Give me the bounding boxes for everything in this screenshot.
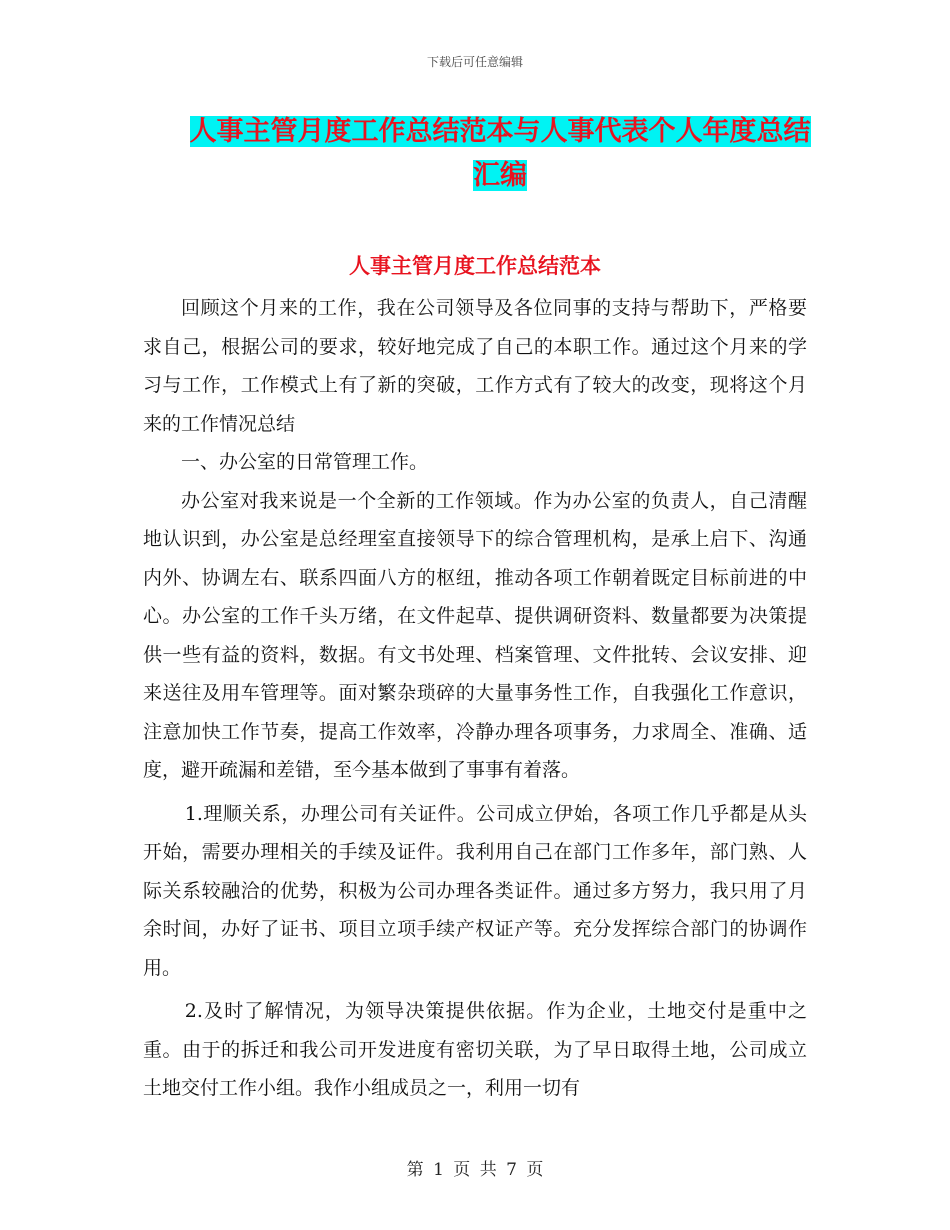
header-note: 下载后可任意编辑 (426, 55, 523, 69)
page-footer: 第 1 页 共 7 页 (406, 1160, 544, 1180)
section-title: 人事主管月度工作总结范本 (349, 254, 601, 278)
paragraph-item-2: 2.及时了解情况，为领导决策提供依据。作为企业，土地交付是重中之重。由于的拆迁和我公司开发进度有密切关联，为了早日取得土地，公司成立土地交付工作小组。我作小组成员之一，利用一切有 (143, 1000, 807, 1099)
paragraph-intro: 回顾这个月来的工作，我在公司领导及各位同事的支持与帮助下，严格要求自己，根据公司的要求，较好地完成了自己的本职工作。通过这个月来的学习与工作，工作模式上有了新的突破，工作方式有了较大的改变，现将这个月来的工作情况总结 (143, 297, 807, 435)
paragraph-office-work: 办公室对我来说是一个全新的工作领域。作为办公室的负责人，自己清醒地认识到，办公室是总经理室直接领导下的综合管理机构，是承上启下、沟通内外、协调左右、联系四面八方的枢纽，推动各项工作朝着既定目标前进的中心。办公室的工作千头万绪，在文件起草、提供调研资料、数量都要为决策提供一些有益的资料，数据。有文书处理、档案管理、文件批转、会议安排、迎来送往及用车管理等。面对繁杂琐碎的大量事务性工作，自我强化工作意识，注意加快工作节奏，提高工作效率，冷静办理各项事务，力求周全、准确、适度，避开疏漏和差错，至今基本做到了事事有着落。 (143, 489, 807, 781)
document-title-line-1: 人事主管月度工作总结范本与人事代表个人年度总结 (189, 116, 811, 147)
paragraph-item-1: 1.理顺关系，办理公司有关证件。公司成立伊始，各项工作几乎都是从头开始，需要办理相关的手续及证件。我利用自己在部门工作多年，部门熟、人际关系较融洽的优势，积极为公司办理各类证件。通过多方努力，我只用了月余时间，办好了证书、项目立项手续产权证产等。充分发挥综合部门的协调作用。 (143, 802, 807, 979)
body-text (143, 289, 807, 1108)
document-title-line-2: 汇编 (473, 160, 527, 191)
paragraph-heading-office: 一、办公室的日常管理工作。 (181, 451, 429, 473)
document-title (150, 110, 850, 198)
